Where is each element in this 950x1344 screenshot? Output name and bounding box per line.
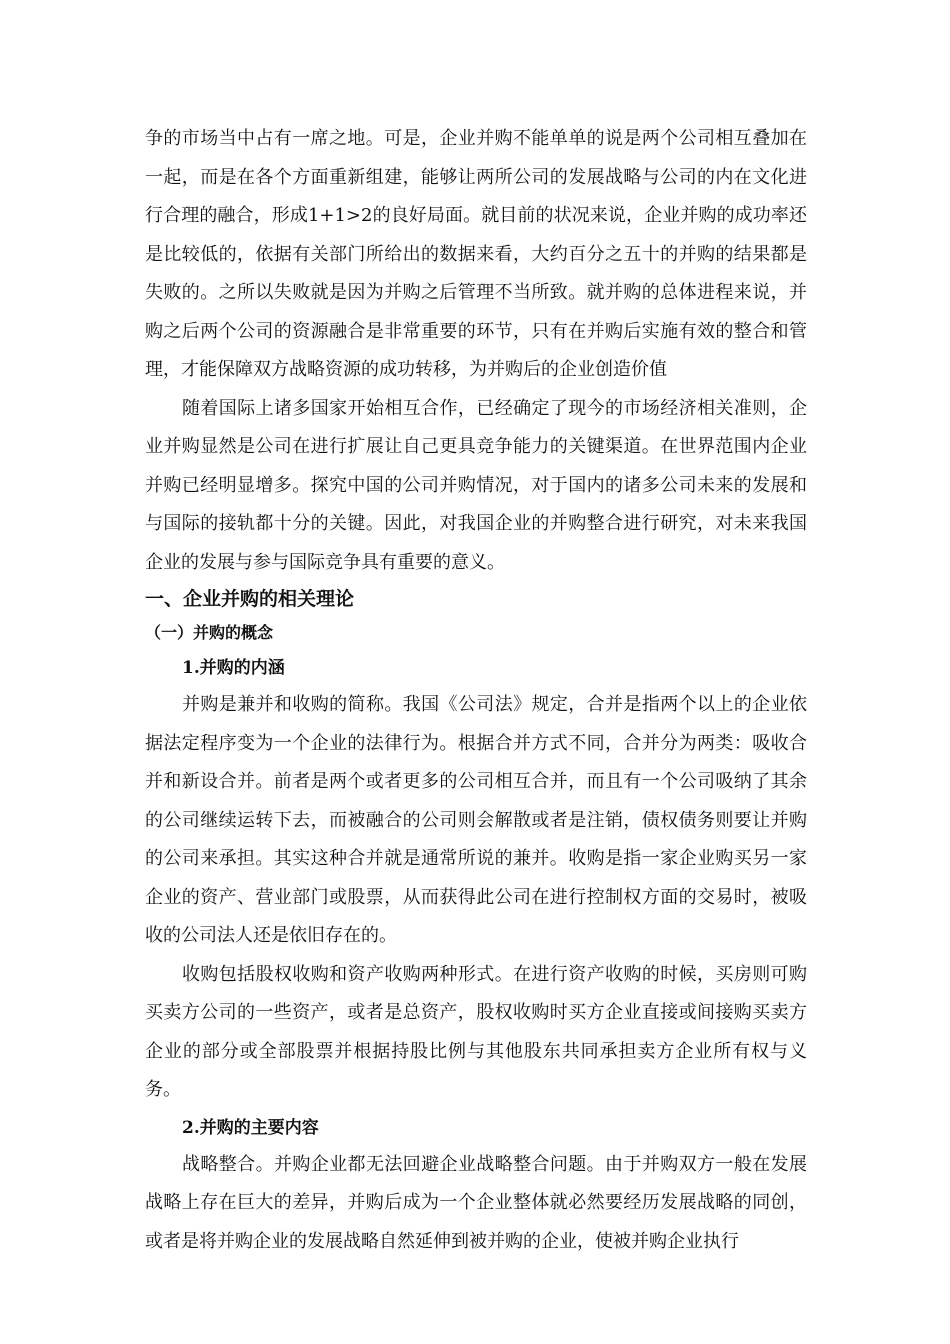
paragraph-acquisition-forms: 收购包括股权收购和资产收购两种形式。在进行资产收购的时候，买房则可购买卖方公司的一些资产，或者是总资产，股权收购时买方企业直接或间接购买卖方企业的部分或全部股票并根据持股比例与其他股东共同承担卖方企业所有权与义务。	[145, 963, 807, 1100]
paragraph-merger-definition: 并购是兼并和收购的简称。我国《公司法》规定，合并是指两个以上的企业依据法定程序变为一个企业的法律行为。根据合并方式不同，合并分为两类：吸收合并和新设合并。前者是两个或者更多的公司相互合并，而且有一个公司吸纳了其余的公司继续运转下去，而被融合的公司则会解散或者是注销，债权债务则要让并购的公司来承担。其实这种合并就是通常所说的兼并。收购是指一家企业购买另一家企业的资产、营业部门或股票，从而获得此公司在进行控制权方面的交易时，被吸收的公司法人还是依旧存在的。	[145, 694, 807, 946]
item-heading-main-content: 2.并购的主要内容	[182, 1117, 319, 1138]
paragraph-strategy-integration: 战略整合。并购企业都无法回避企业战略整合问题。由于并购双方一般在发展战略上存在巨大的差异，并购后成为一个企业整体就必然要经历发展战略的同创，或者是将并购企业的发展战略自然延伸到被并购的企业，使被并购企业执行	[145, 1153, 807, 1252]
item-heading-connotation: 1.并购的内涵	[182, 658, 285, 678]
paragraph-international-context: 随着国际上诸多国家开始相互合作，已经确定了现今的市场经济相关准则，企业并购显然是公司在进行扩展让自己更具竞争能力的关键渠道。在世界范围内企业并购已经明显增多。探究中国的公司并购情况，对于国内的诸多公司未来的发展和与国际的接轨都十分的关键。因此，对我国企业的并购整合进行研究，对未来我国企业的发展与参与国际竞争具有重要的意义。	[145, 397, 807, 573]
section-heading-theory: 一、企业并购的相关理论	[145, 588, 355, 610]
subsection-heading-concept: （一）并购的概念	[145, 623, 274, 642]
document-page	[145, 120, 807, 1330]
paragraph-intro-continuation: 争的市场当中占有一席之地。可是，企业并购不能单单的说是两个公司相互叠加在一起，而是在各个方面重新组建，能够让两所公司的发展战略与公司的内在文化进行合理的融合，形成1+1>2的良好局面。就目前的状况来说，企业并购的成功率还是比较低的，依据有关部门所给出的数据来看，大约百分之五十的并购的结果都是失败的。之所以失败就是因为并购之后管理不当所致。就并购的总体进程来说，并购之后两个公司的资源融合是非常重要的环节，只有在并购后实施有效的整合和管理，才能保障双方战略资源的成功转移，为并购后的企业创造价值	[145, 128, 807, 380]
